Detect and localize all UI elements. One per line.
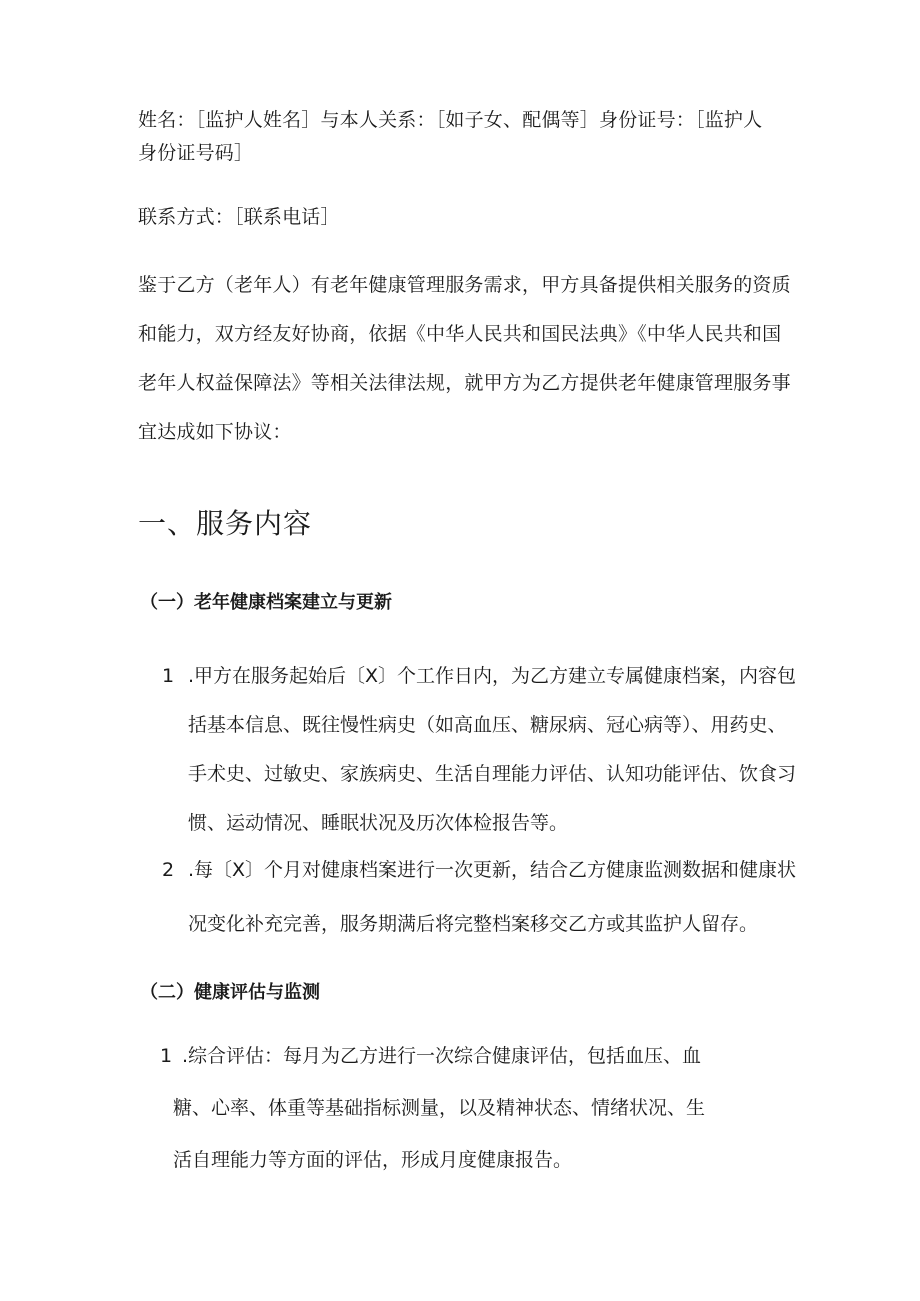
list-item-records-1 <box>162 652 802 848</box>
list-item-line: .每〔X〕个月对健康档案进行一次更新，结合乙方健康监测数据和健康状 <box>188 859 797 881</box>
list-item-line: .甲方在服务起始后〔X〕个工作日内，为乙方建立专属健康档案，内容包 <box>188 665 797 687</box>
list-item-records-2 <box>162 843 802 951</box>
list-item-assessment-1 <box>160 1030 800 1186</box>
list-item-line: .综合评估：每月为乙方进行一次综合健康评估，包括血压、血 <box>182 1045 702 1067</box>
list-item-line: 况变化补充完善，服务期满后将完整档案移交乙方或其监护人留存。 <box>188 913 759 935</box>
list-item-line: 糖、心率、体重等基础指标测量，以及精神状态、情绪状况、生 <box>173 1097 706 1119</box>
section-heading-service-content: 一、服务内容 <box>138 507 313 540</box>
preamble-line: 宜达成如下协议： <box>138 421 292 443</box>
guardian-info-line-1: 姓名：［监护人姓名］与本人关系：［如子女、配偶等］身份证号：［监护人 <box>138 109 763 131</box>
list-item-line: 括基本信息、既往慢性病史（如高血压、糖尿病、冠心病等）、用药史、 <box>188 714 787 736</box>
list-item-line: 手术史、过敏史、家族病史、生活自理能力评估、认知功能评估、饮食习 <box>188 763 797 785</box>
list-item-line: 惯、运动情况、睡眠状况及历次体检报告等。 <box>188 812 569 834</box>
guardian-contact: 联系方式：［联系电话］ <box>138 206 340 228</box>
list-item-number: 1 <box>160 1045 173 1067</box>
preamble-line: 和能力，双方经友好协商，依据《中华人民共和国民法典》《中华人民共和国 <box>138 323 782 345</box>
list-item-number: 2 <box>162 859 175 881</box>
preamble-line: 鉴于乙方（老年人）有老年健康管理服务需求，甲方具备提供相关服务的资质 <box>138 274 791 296</box>
list-item-line: 活自理能力等方面的评估，形成月度健康报告。 <box>173 1149 573 1171</box>
preamble-line: 老年人权益保障法》等相关法律法规，就甲方为乙方提供老年健康管理服务事 <box>138 372 791 394</box>
list-item-number: 1 <box>162 665 175 687</box>
subsection-heading-health-records: （一）老年健康档案建立与更新 <box>140 592 392 613</box>
guardian-info-line-2: 身份证号码］ <box>138 142 254 164</box>
subsection-heading-health-assessment: （二）健康评估与监测 <box>140 982 320 1003</box>
